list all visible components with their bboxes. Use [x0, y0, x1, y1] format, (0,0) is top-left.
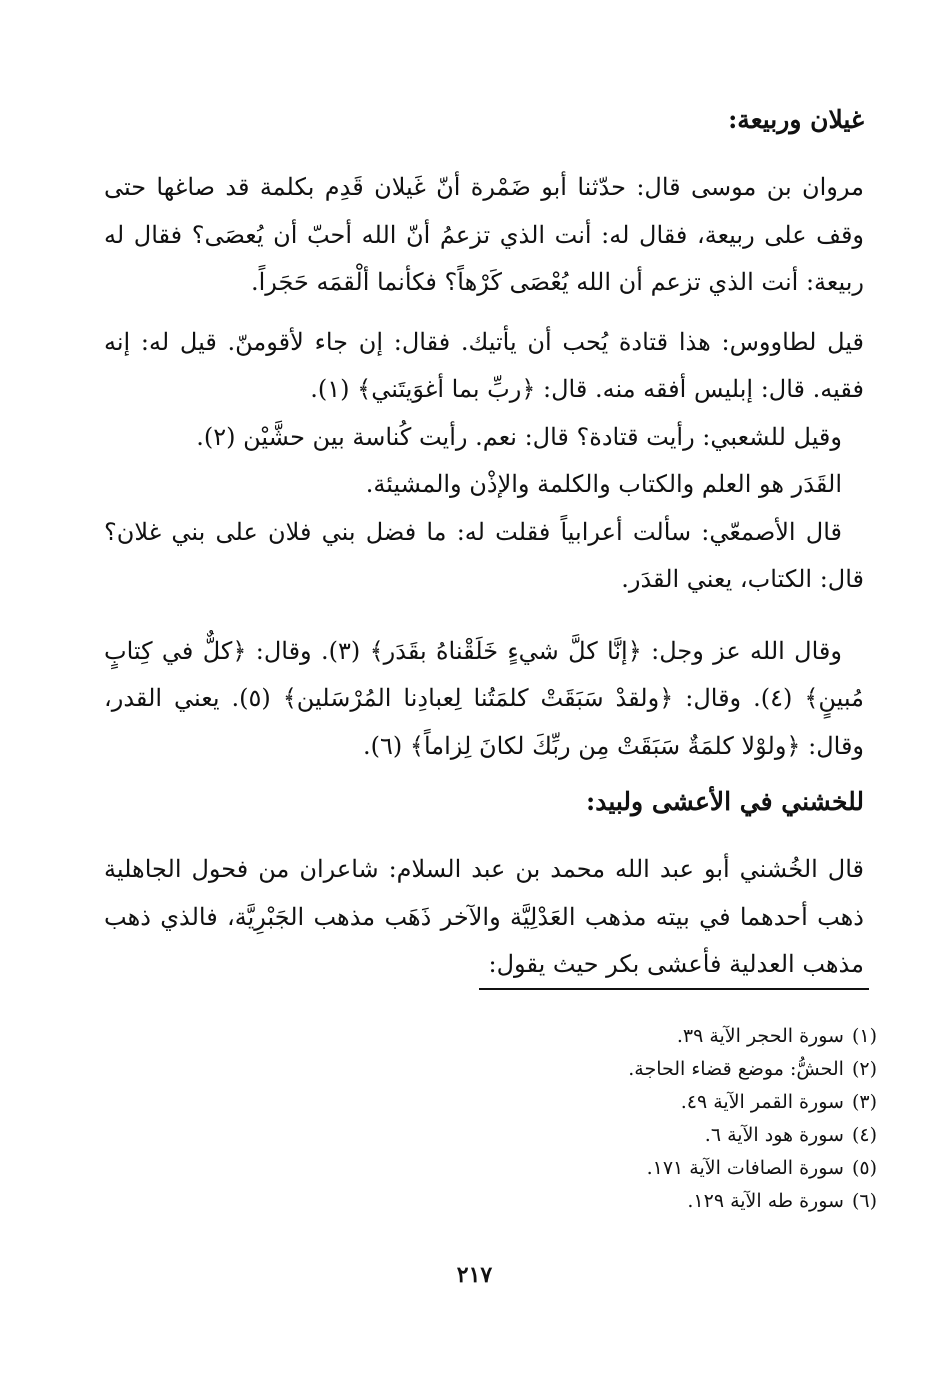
section-heading-khushani: للخشني في الأعشى ولبيد: — [585, 787, 864, 816]
footnote-text: سورة القمر الآية ٤٩. — [680, 1091, 844, 1113]
footnote-number: (٣) — [851, 1091, 877, 1113]
footnote-number: (٦) — [851, 1190, 877, 1212]
paragraph-khushani: قال الخُشني أبو عبد الله محمد بن عبد السلام: شاعران من فحول الجاهلية ذهب أحدهما في بيته مذهب العَدْلِيَّة والآخر ذَهَب مذهب الجَبْرِيَّة، فالذي ذهب مذهب العدلية فأعشى بكر حيث يقول: — [104, 855, 864, 978]
footnote-number: (٥) — [851, 1157, 877, 1179]
footnote-number: (٢) — [851, 1058, 877, 1080]
paragraph-tawus: قيل لطاووس: هذا قتادة يُحب أن يأتيك. فقال: إن جاء لأقومنّ. قيل له: إنه فقيه. قال: إبليس أفقه منه. قال: ﴿ربِّ بما أغوَيتَني﴾ (١). — [104, 327, 864, 403]
section-heading-ghaylan-rabia: غيلان وربيعة: — [728, 105, 864, 134]
footnote-6 — [457, 1185, 877, 1218]
footnote-text: سورة الصافات الآية ١٧١. — [646, 1157, 844, 1179]
paragraph-quran-verses: وقال الله عز وجل: ﴿إنَّا كلَّ شيءٍ خَلَقْناهُ بقَدَر﴾ (٣). وقال: ﴿كلٌّ في كِتابٍ مُبينٍ﴾ (٤). وقال: ﴿ولقدْ سَبَقَتْ كلمَتُنا لِعبادِنا المُرْسَلين﴾ (٥). يعني القدر، وقال: ﴿ولوْلا كلمَةٌ سَبَقَتْ مِن ربِّكَ لكانَ لِزاماً﴾ (٦). — [104, 636, 865, 760]
spacer — [104, 307, 864, 319]
spacer — [104, 616, 864, 628]
paragraph-asmai: قال الأصمعّي: سألت أعرابياً فقلت له: ما فضل بني فلان على بني غلان؟ قال: الكتاب، يعني القدَر. — [104, 517, 864, 593]
page-number: ٢١٧ — [456, 1262, 493, 1288]
paragraph-qadar-definition: القَدَر هو العلم والكتاب والكلمة والإذْن والمشيئة. — [365, 470, 842, 498]
footnote-4 — [457, 1119, 877, 1152]
footnote-3 — [457, 1086, 877, 1119]
footnote-number: (٤) — [851, 1124, 877, 1146]
footnote-separator — [479, 988, 869, 990]
paragraph-shabi: وقيل للشعبي: رأيت قتادة؟ قال: نعم. رأيت كُناسة بين حشَّيْن (٢). — [196, 422, 842, 451]
footnote-text: سورة الحجر الآية ٣٩. — [676, 1025, 844, 1047]
footnote-2 — [457, 1053, 877, 1086]
footnote-1 — [457, 1020, 877, 1053]
main-text — [104, 100, 864, 1001]
footnotes — [457, 1020, 877, 1218]
footnote-text: الحشُّ: موضع قضاء الحاجة. — [628, 1058, 844, 1080]
paragraph-marwan: مروان بن موسى قال: حدّثنا أبو ضَمْرة أنّ غَيلان قَدِم بكلمة قد صاغها حتى وقف على ربيعة، فقال له: أنت الذي تزعمُ أنّ الله أحبّ أن يُعصَى؟ فقال له ربيعة: أنت الذي تزعم أن الله يُعْصَى كَرْهاً؟ فكأنما ألْقمَه حَجَراً. — [104, 173, 865, 296]
footnote-number: (١) — [851, 1025, 877, 1047]
footnote-text: سورة هود الآية ٦. — [704, 1124, 844, 1146]
footnote-text: سورة طه الآية ١٢٩. — [687, 1190, 844, 1212]
footnote-5 — [457, 1152, 877, 1185]
